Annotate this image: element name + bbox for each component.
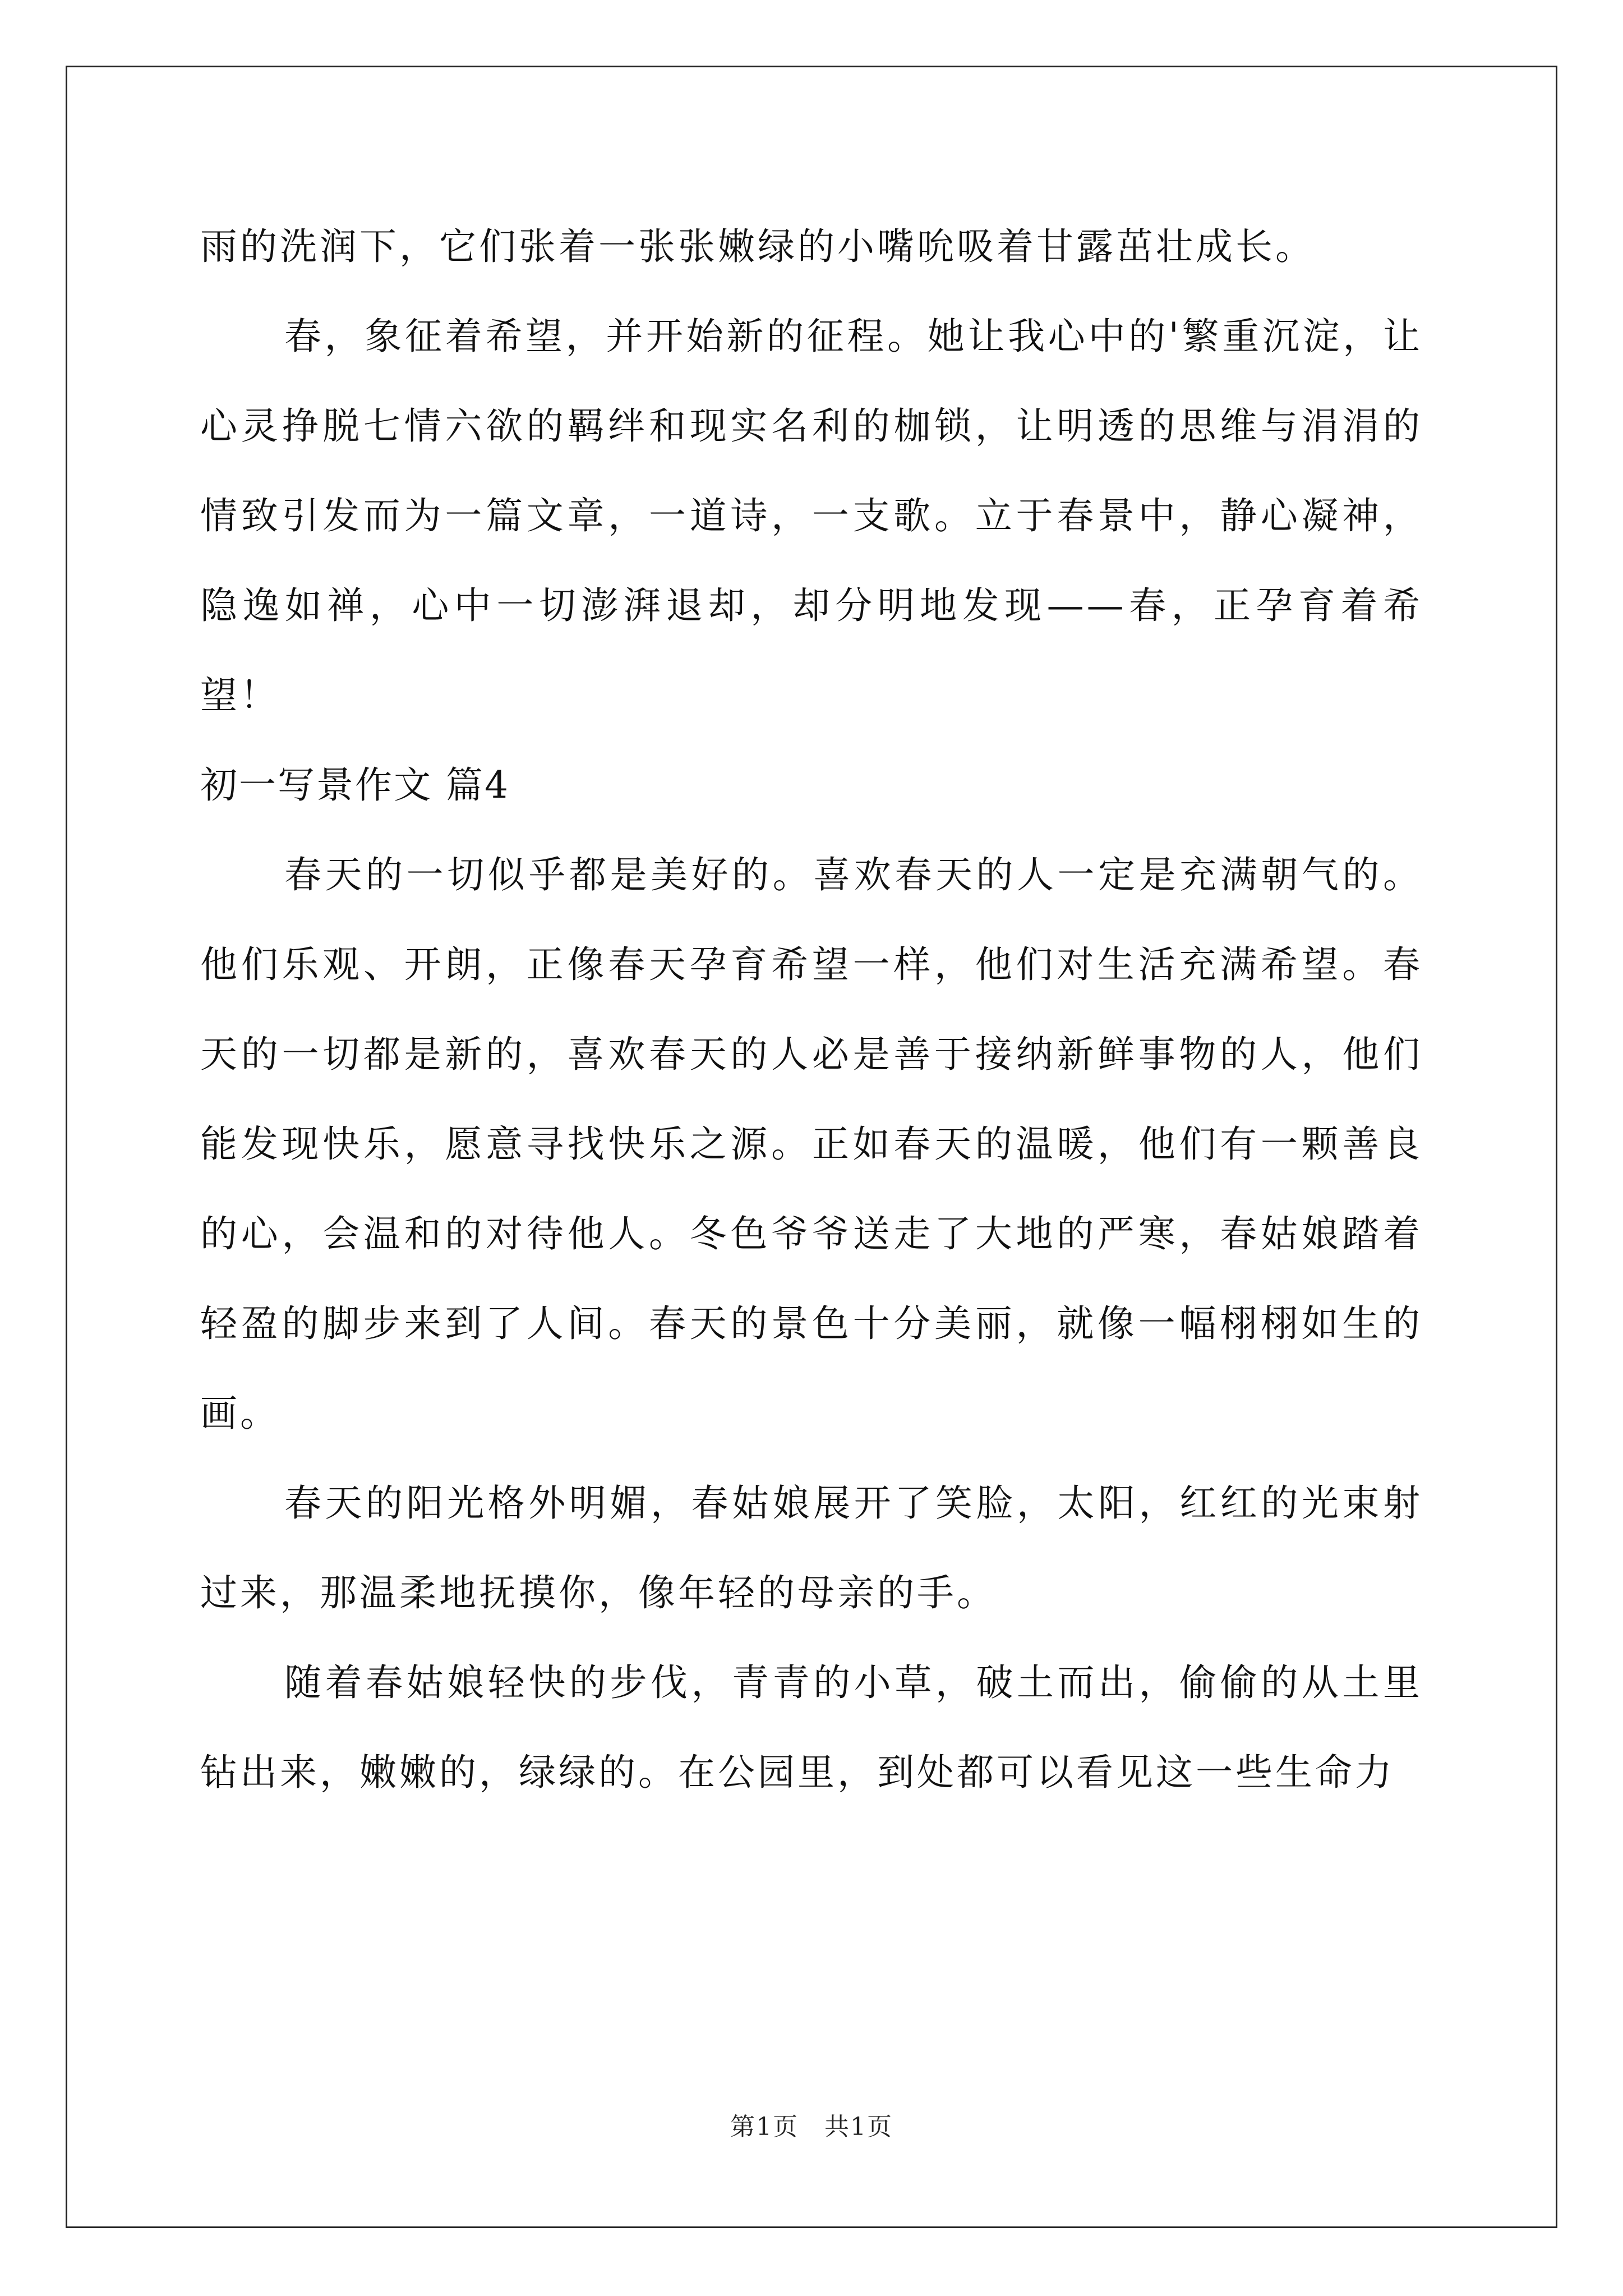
paragraph: 春天的阳光格外明媚，春姑娘展开了笑脸，太阳，红红的光束射过来，那温柔地抚摸你，像年轻的母亲的手。 xyxy=(200,1481,1423,1614)
page-number-footer: 第1页 共1页 xyxy=(730,2113,893,2141)
document-body xyxy=(200,202,1423,1818)
section-heading: 初一写景作文 篇4 xyxy=(200,763,510,807)
paragraph-continuation: 雨的洗润下，它们张着一张张嫩绿的小嘴吮吸着甘露茁壮成长。 xyxy=(200,225,1315,268)
paragraph: 随着春姑娘轻快的步伐，青青的小草，破土而出，偷偷的从土里钻出来，嫩嫩的，绿绿的。在公园里，到处都可以看见这一些生命力 xyxy=(200,1661,1423,1794)
paragraph: 春，象征着希望，并开始新的征程。她让我心中的'繁重沉淀，让心灵挣脱七情六欲的羁绊和现实名利的枷锁，让明透的思维与涓涓的情致引发而为一篇文章，一道诗，一支歌。立于春景中，静心凝神，隐逸如禅，心中一切澎湃退却，却分明地发现——春，正孕育着希望！ xyxy=(200,315,1423,717)
paragraph: 春天的一切似乎都是美好的。喜欢春天的人一定是充满朝气的。他们乐观、开朗，正像春天孕育希望一样，他们对生活充满希望。春天的一切都是新的，喜欢春天的人必是善于接纳新鲜事物的人，他们能发现快乐，愿意寻找快乐之源。正如春天的温暖，他们有一颗善良的心，会温和的对待他人。冬色爷爷送走了大地的严寒，春姑娘踏着轻盈的脚步来到了人间。春天的景色十分美丽，就像一幅栩栩如生的画。 xyxy=(200,853,1423,1435)
